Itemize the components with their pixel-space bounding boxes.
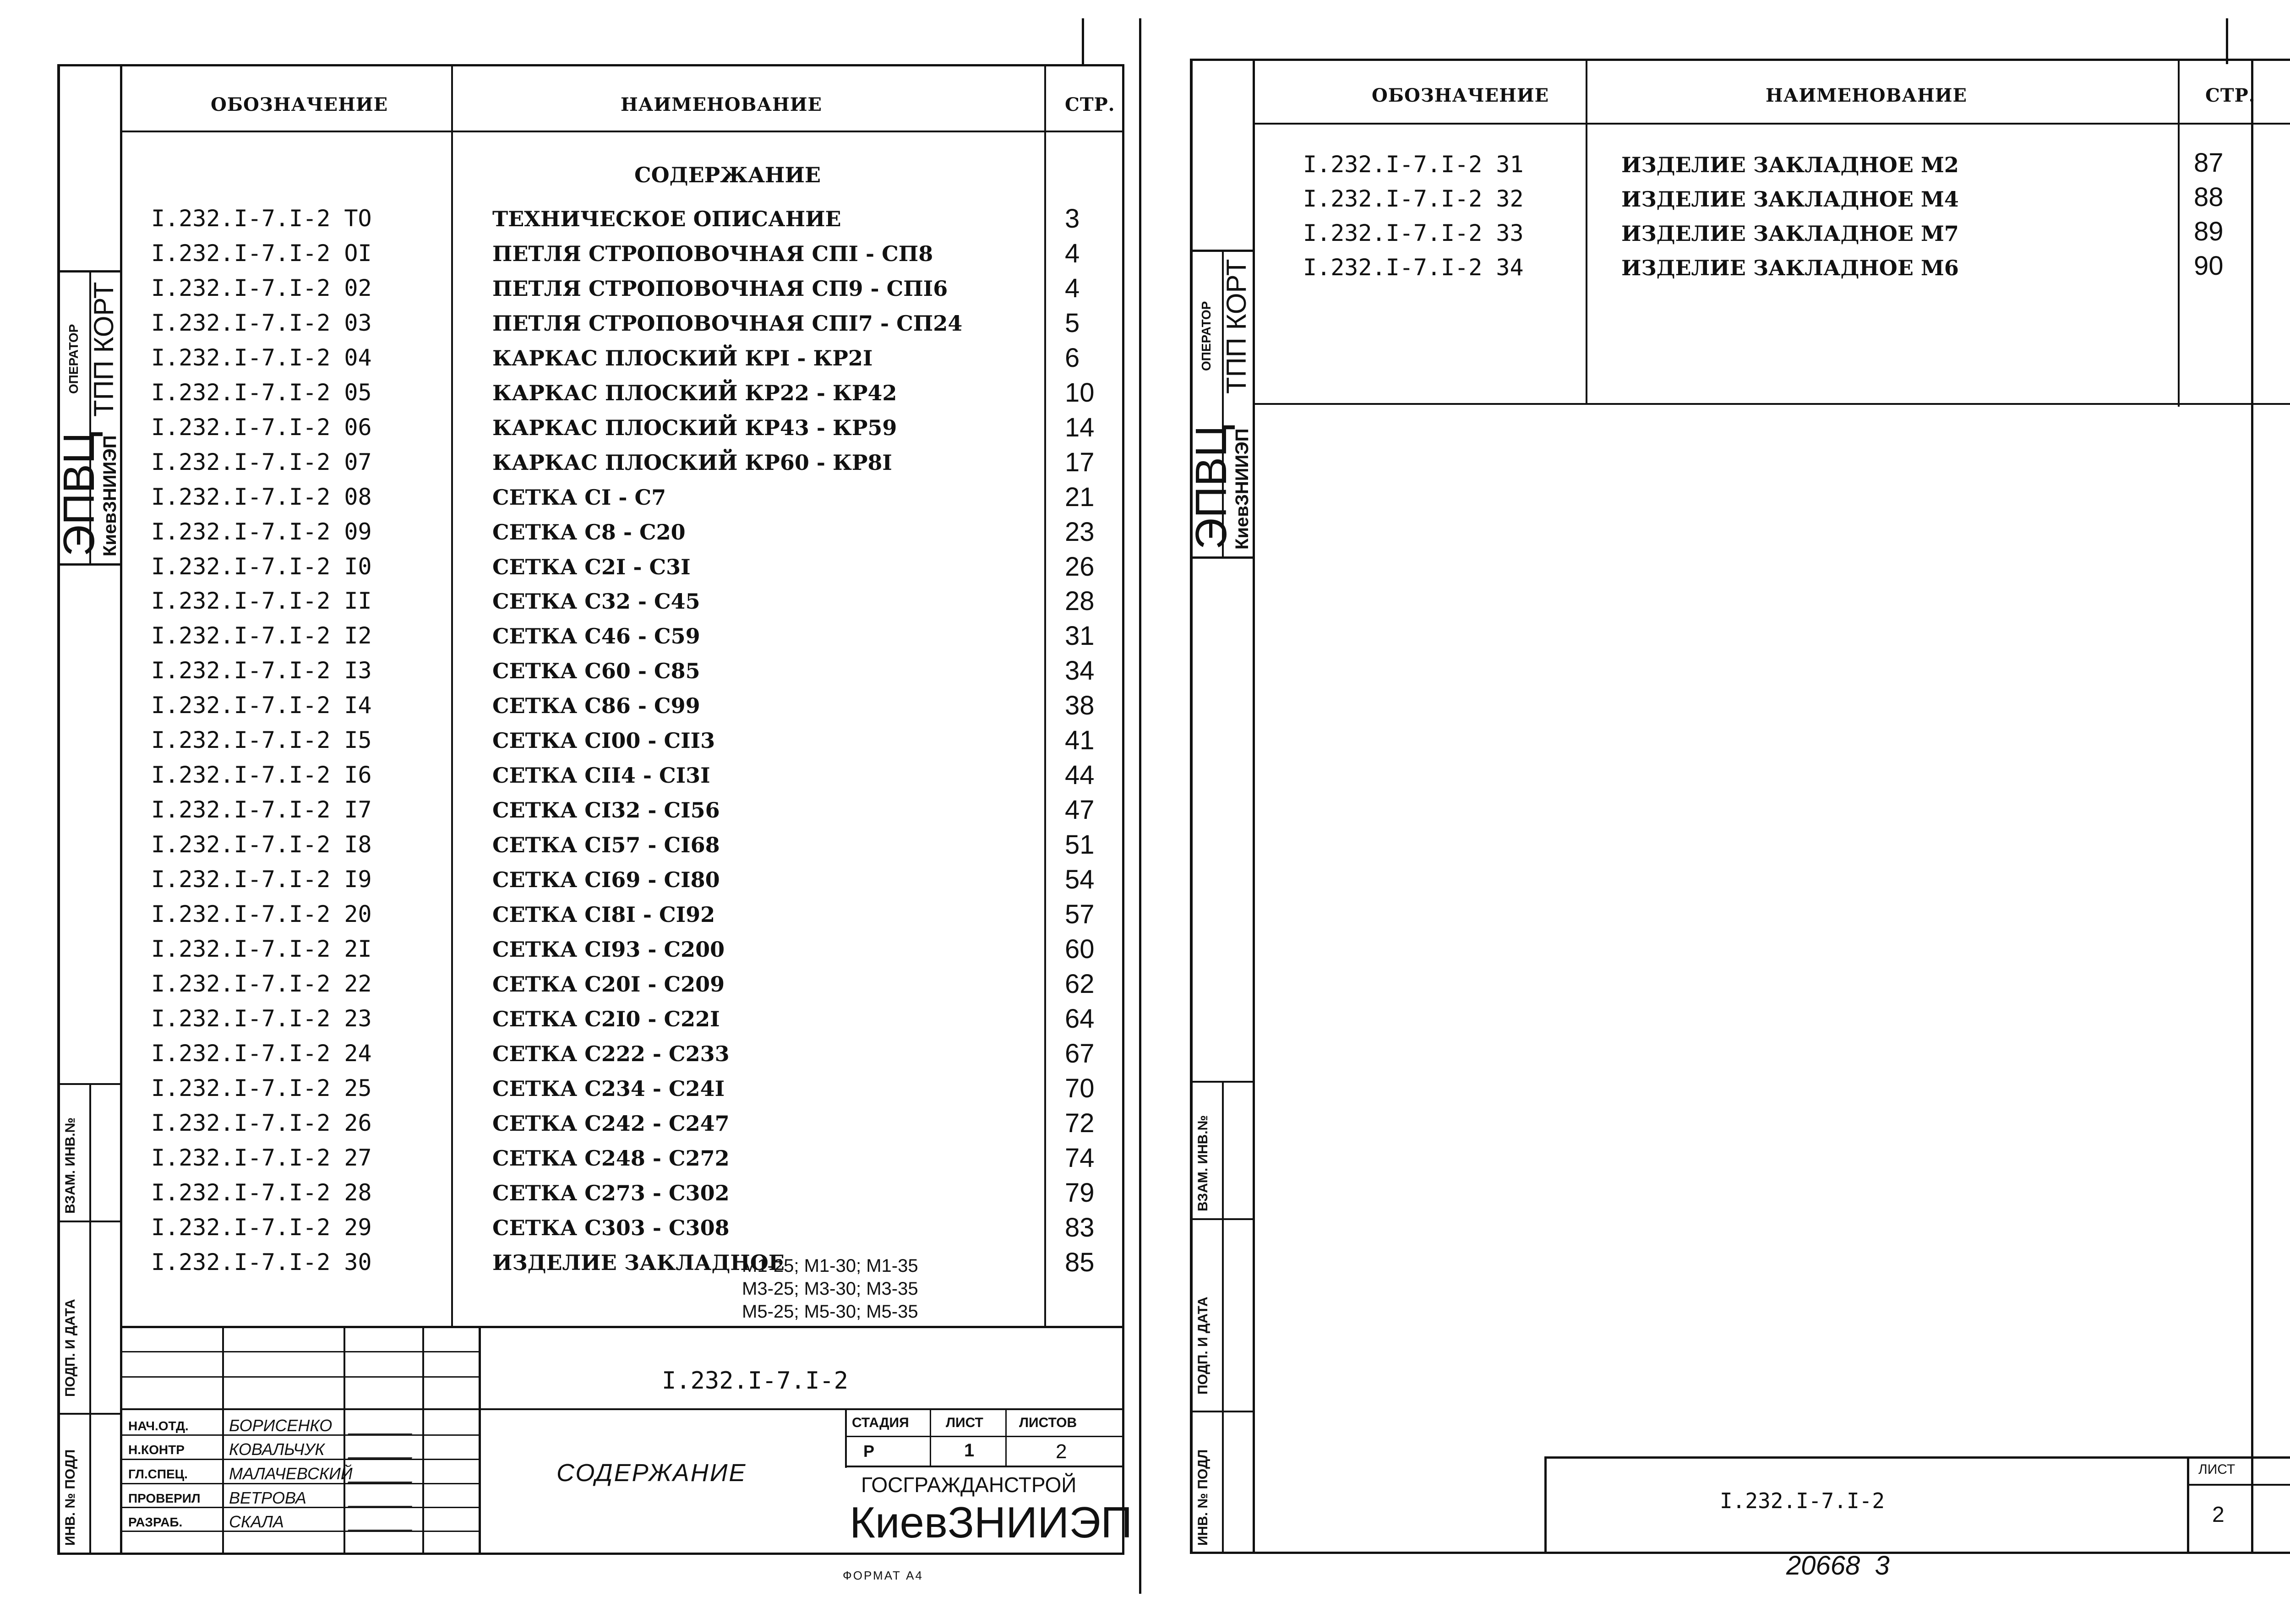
signer-name: МАЛАЧЕВСКИЙ: [229, 1464, 353, 1483]
signature: [348, 1468, 417, 1483]
signer-role: ГЛ.СПЕЦ.: [128, 1467, 188, 1481]
row-name: КАРКАС ПЛОСКИЙ КР43 - КР59: [492, 415, 897, 440]
row-name: ИЗДЕЛИЕ ЗАКЛАДНОЕ М4: [1621, 187, 1959, 212]
row-code: I.232.I-7.I-2 I2: [151, 622, 372, 649]
sheet2-stamp-org-epvc: ЭПВЦ: [1187, 424, 1236, 550]
row-page: 14: [1065, 413, 1095, 442]
row-page: 34: [1065, 656, 1095, 686]
row-page: 90: [2194, 251, 2224, 281]
row30-extra-1: М1-25; М1-30; М1-35: [742, 1256, 918, 1276]
row-name: СЕТКА СI - С7: [492, 485, 666, 510]
label-vzam: ВЗАМ. ИНВ.№: [63, 1117, 78, 1214]
row-page: 4: [1065, 273, 1080, 303]
row-code: I.232.I-7.I-2 06: [151, 414, 372, 441]
signature: [348, 1444, 417, 1459]
row-code: I.232.I-7.I-2 I9: [151, 866, 372, 893]
row-name: ПЕТЛЯ СТРОПОВОЧНАЯ СПI7 - СП24: [492, 311, 963, 336]
row-name: СЕТКА С46 - С59: [492, 624, 700, 649]
row-code: I.232.I-7.I-2 I7: [151, 796, 372, 823]
signer-name: БОРИСЕНКО: [229, 1416, 333, 1435]
row-page: 23: [1065, 517, 1095, 547]
row-code: I.232.I-7.I-2 24: [151, 1040, 372, 1067]
row-code: I.232.I-7.I-2 30: [151, 1249, 372, 1275]
signer-role: НАЧ.ОТД.: [128, 1419, 189, 1433]
signature: [348, 1492, 417, 1507]
row-page: 10: [1065, 378, 1095, 408]
page-fold-line: [1139, 18, 1141, 1594]
row-page: 89: [2194, 217, 2224, 246]
row-code: I.232.I-7.I-2 22: [151, 970, 372, 997]
row-code: I.232.I-7.I-2 25: [151, 1075, 372, 1101]
row-name: СЕТКА СI69 - СI80: [492, 867, 720, 892]
row-page: 6: [1065, 343, 1080, 373]
label-inv: ИНВ. № ПОДЛ: [63, 1449, 78, 1546]
row-name: СЕТКА СI8I - СI92: [492, 902, 715, 927]
row-code: I.232.I-7.I-2 04: [151, 344, 372, 371]
row-page: 70: [1065, 1074, 1095, 1103]
row-code: I.232.I-7.I-2 03: [151, 310, 372, 336]
signer-role: Н.КОНТР: [128, 1443, 185, 1457]
row-code: I.232.I-7.I-2 20: [151, 901, 372, 927]
row-name: СЕТКА СII4 - СI3I: [492, 763, 710, 788]
row-code: I.232.I-7.I-2 26: [151, 1110, 372, 1136]
row-page: 88: [2194, 182, 2224, 212]
row-name: КАРКАС ПЛОСКИЙ КРI - КР2I: [492, 346, 873, 371]
row-page: 79: [1065, 1178, 1095, 1208]
row-name: СЕТКА С234 - С24I: [492, 1076, 725, 1101]
row-code: I.232.I-7.I-2 33: [1303, 220, 1524, 246]
signer-name: СКАЛА: [229, 1512, 284, 1531]
row-page: 28: [1065, 586, 1095, 616]
row-name: ПЕТЛЯ СТРОПОВОЧНАЯ СПI - СП8: [492, 241, 933, 266]
sheet2-sheet-label: ЛИСТ: [2198, 1462, 2235, 1477]
row-code: I.232.I-7.I-2 07: [151, 449, 372, 475]
row-name: СЕТКА С248 - С272: [492, 1146, 730, 1171]
title-doc-code: I.232.I-7.I-2: [662, 1367, 848, 1395]
row-page: 62: [1065, 969, 1095, 999]
row-page: 51: [1065, 830, 1095, 860]
sheet2-stamp-tpp: ТПП КОРТ: [1221, 259, 1252, 394]
row-name: СЕТКА СI00 - СII3: [492, 728, 715, 753]
row-name: СЕТКА С20I - С209: [492, 972, 725, 997]
row-page: 72: [1065, 1108, 1095, 1138]
sheet2-label-vzam: ВЗАМ. ИНВ.№: [1195, 1115, 1210, 1211]
row-name: СЕТКА СI57 - СI68: [492, 833, 720, 857]
row-code: I.232.I-7.I-2 27: [151, 1144, 372, 1171]
row-page: 64: [1065, 1004, 1095, 1034]
row-code: I.232.I-7.I-2 08: [151, 484, 372, 510]
header-page: СТР.: [1065, 94, 1115, 115]
row-code: I.232.I-7.I-2 23: [151, 1005, 372, 1032]
row-page: 87: [2194, 148, 2224, 178]
row30-extra-3: М5-25; М5-30; М5-35: [742, 1302, 918, 1322]
sheet-value: 1: [964, 1440, 975, 1461]
row-page: 5: [1065, 308, 1080, 338]
sheet2-stamp-org-kiev: КиевЗНИИЭП: [1232, 428, 1252, 550]
stamp-org-epvc: ЭПВЦ: [55, 431, 104, 556]
row-code: I.232.I-7.I-2 09: [151, 518, 372, 545]
row-code: I.232.I-7.I-2 I8: [151, 831, 372, 858]
sheets-value: 2: [1056, 1440, 1067, 1463]
row-page: 44: [1065, 760, 1095, 790]
row-name: КАРКАС ПЛОСКИЙ КР60 - КР8I: [492, 450, 892, 475]
stage-value: Р: [863, 1442, 875, 1461]
row-name: СЕТКА С60 - С85: [492, 659, 700, 683]
row-name: СЕТКА С86 - С99: [492, 693, 700, 718]
row-name: СЕТКА СI32 - СI56: [492, 798, 720, 823]
sheet2-doc-code: I.232.I-7.I-2: [1720, 1488, 1885, 1513]
row-page: 60: [1065, 934, 1095, 964]
sheet2-label-podp: ПОДП. И ДАТА: [1195, 1297, 1210, 1395]
row-code: I.232.I-7.I-2 I5: [151, 727, 372, 753]
row-name: СЕТКА С2I0 - С22I: [492, 1007, 720, 1031]
signer-role: РАЗРАБ.: [128, 1515, 183, 1529]
row-name: СЕТКА С32 - С45: [492, 589, 700, 614]
row-name: СЕТКА С273 - С302: [492, 1181, 730, 1205]
row-name: ТЕХНИЧЕСКОЕ ОПИСАНИЕ: [492, 207, 841, 231]
row-name: СЕТКА С303 - С308: [492, 1215, 730, 1240]
signature: [348, 1420, 417, 1435]
stamp-operator: ОПЕРАТОР: [66, 324, 81, 394]
row-page: 54: [1065, 865, 1095, 894]
row-code: I.232.I-7.I-2 OI: [151, 240, 372, 267]
sheet2-header-designation: ОБОЗНАЧЕНИЕ: [1372, 85, 1549, 106]
section-title: СОДЕРЖАНИЕ: [634, 163, 821, 187]
sheet2-label-inv: ИНВ. № ПОДЛ: [1195, 1449, 1210, 1546]
row-page: 67: [1065, 1039, 1095, 1068]
row-page: 26: [1065, 552, 1095, 582]
row-code: I.232.I-7.I-2 28: [151, 1179, 372, 1206]
row-code: I.232.I-7.I-2 I0: [151, 553, 372, 580]
row-page: 3: [1065, 204, 1080, 234]
row-name: СЕТКА С222 - С233: [492, 1041, 730, 1066]
crop-mark: [2226, 18, 2228, 64]
row-page: 41: [1065, 725, 1095, 755]
sheet2-header-name: НАИМЕНОВАНИЕ: [1766, 85, 1968, 106]
row-code: I.232.I-7.I-2 02: [151, 275, 372, 301]
signer-name: ВЕТРОВА: [229, 1488, 306, 1507]
archive-number: 20668 3: [1786, 1551, 1890, 1580]
row-name: ИЗДЕЛИЕ ЗАКЛАДНОЕ М7: [1621, 221, 1959, 246]
row-code: I.232.I-7.I-2 31: [1303, 151, 1524, 178]
sheet-label: ЛИСТ: [946, 1415, 983, 1430]
row-name: ИЗДЕЛИЕ ЗАКЛАДНОЕ: [492, 1250, 785, 1275]
sheet2-stamp-operator: ОПЕРАТОР: [1199, 301, 1213, 371]
stage-label: СТАДИЯ: [852, 1415, 909, 1430]
org-line2: КиевЗНИИЭП: [850, 1498, 1133, 1547]
row-code: I.232.I-7.I-2 32: [1303, 185, 1524, 212]
row-code: I.232.I-7.I-2 I3: [151, 657, 372, 684]
row-page: 21: [1065, 482, 1095, 512]
row-name: СЕТКА С8 - С20: [492, 520, 686, 545]
title-sheet-title: СОДЕРЖАНИЕ: [556, 1459, 747, 1487]
row-name: ПЕТЛЯ СТРОПОВОЧНАЯ СП9 - СПI6: [492, 276, 948, 301]
row-code: I.232.I-7.I-2 ТО: [151, 205, 372, 232]
org-line1: ГОСГРАЖДАНСТРОЙ: [861, 1473, 1077, 1497]
row-page: 83: [1065, 1213, 1095, 1243]
row-code: I.232.I-7.I-2 I6: [151, 762, 372, 788]
crop-mark: [1082, 18, 1084, 64]
row-page: 47: [1065, 795, 1095, 825]
sheet2-sheet-value: 2: [2212, 1503, 2225, 1527]
row-page: 4: [1065, 239, 1080, 268]
format-note: ФОРМАТ А4: [843, 1569, 923, 1582]
row-page: 38: [1065, 691, 1095, 720]
row-name: ИЗДЕЛИЕ ЗАКЛАДНОЕ М6: [1621, 256, 1959, 280]
row-code: I.232.I-7.I-2 29: [151, 1214, 372, 1241]
row-name: СЕТКА СI93 - С200: [492, 937, 725, 962]
signer-role: ПРОВЕРИЛ: [128, 1491, 201, 1505]
row-code: I.232.I-7.I-2 05: [151, 379, 372, 406]
row-page: 17: [1065, 447, 1095, 477]
sheet2-header-page: СТР.: [2205, 85, 2256, 106]
header-designation: ОБОЗНАЧЕНИЕ: [211, 94, 388, 115]
row-page: 85: [1065, 1248, 1095, 1277]
row-name: СЕТКА С242 - С247: [492, 1111, 730, 1136]
row-page: 74: [1065, 1143, 1095, 1173]
row-code: I.232.I-7.I-2 I4: [151, 692, 372, 719]
stamp-tpp: ТПП КОРТ: [88, 282, 119, 417]
row-page: 31: [1065, 621, 1095, 651]
signer-name: КОВАЛЬЧУК: [229, 1440, 325, 1459]
signature: [348, 1516, 417, 1531]
row-name: КАРКАС ПЛОСКИЙ КР22 - КР42: [492, 381, 897, 405]
sheets-label: ЛИСТОВ: [1019, 1415, 1077, 1430]
row-page: 57: [1065, 899, 1095, 929]
header-name: НАИМЕНОВАНИЕ: [621, 94, 823, 115]
row-code: I.232.I-7.I-2 34: [1303, 254, 1524, 281]
row-name: ИЗДЕЛИЕ ЗАКЛАДНОЕ М2: [1621, 153, 1959, 177]
label-podp: ПОДП. И ДАТА: [63, 1299, 78, 1397]
row30-extra-2: М3-25; М3-30; М3-35: [742, 1279, 918, 1299]
stamp-org-kiev: КиевЗНИИЭП: [100, 435, 120, 556]
row-code: I.232.I-7.I-2 II: [151, 588, 372, 614]
row-name: СЕТКА С2I - С3I: [492, 555, 691, 579]
row-code: I.232.I-7.I-2 2I: [151, 936, 372, 962]
